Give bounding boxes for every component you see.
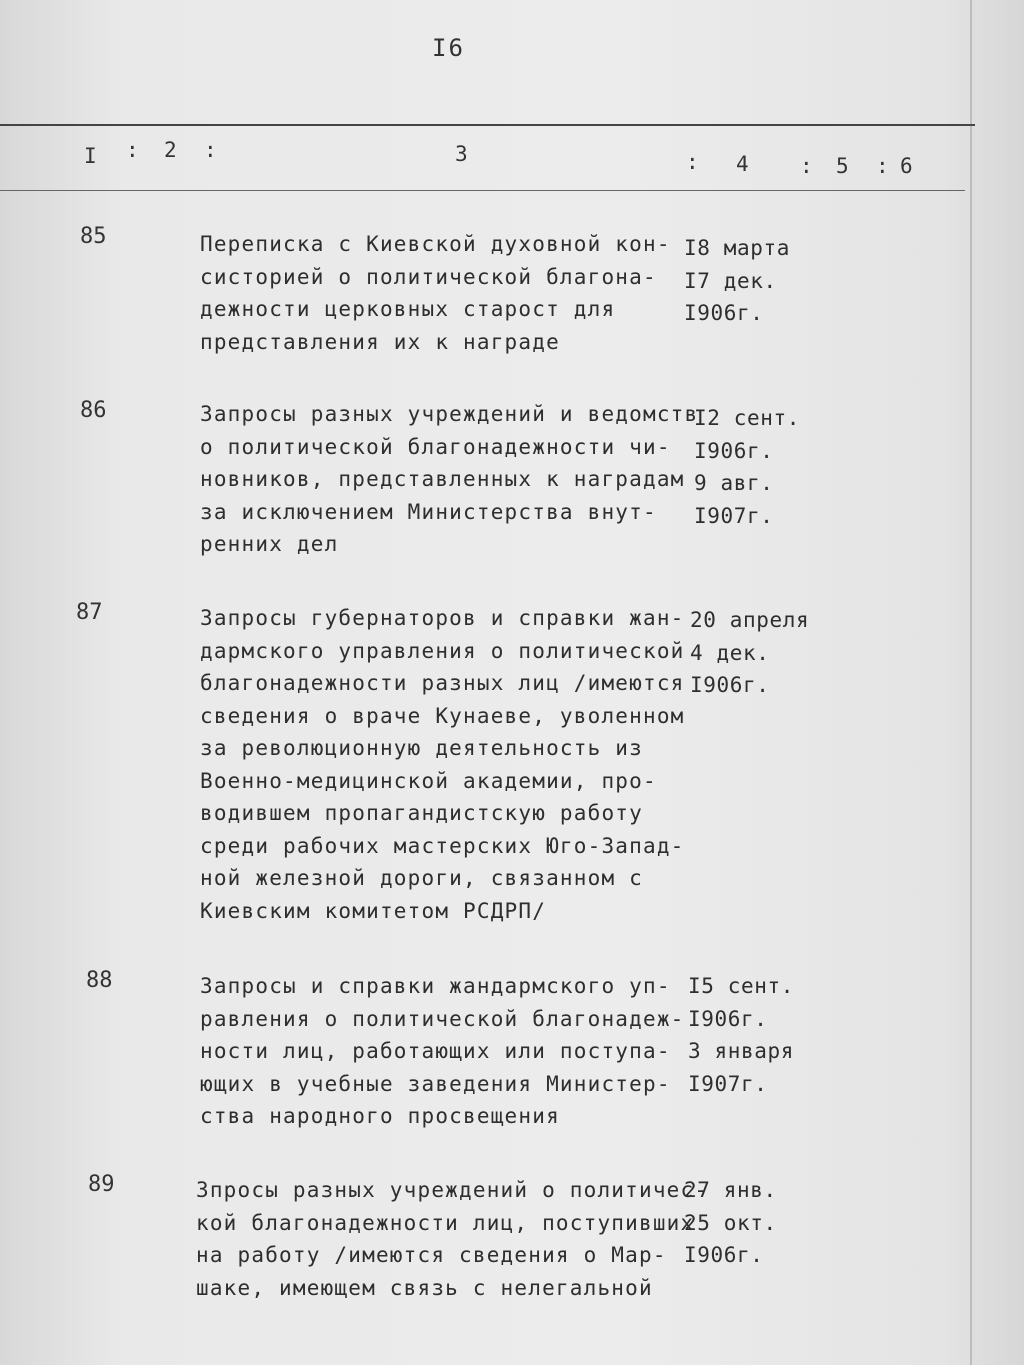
entry-description: Запросы губернаторов и справки жан- дармского управления о политической благонадежности разных лиц /имеются сведения о враче Кунаеве, уволенном за революционную деятельность из Военно-медицинской академии, про- водившем пропагандистскую работу среди рабочих мастерских Юго-Запад- ной железной дороги, связанном с Киевским комитетом РСДРП/ (200, 606, 685, 923)
entry-description: Зпросы разных учреждений о политичес- кой благонадежности лиц, поступивших на работу /имеются сведения о Мар- шаке, имеющем связь с нелегальной (196, 1178, 709, 1300)
header-rule-top (0, 124, 975, 126)
column-header: 3 (455, 142, 468, 166)
header-rule-bottom (0, 190, 965, 191)
column-separator: : (876, 154, 889, 178)
entry-dates: I5 сент. I906г. 3 января I907г. (688, 974, 794, 1096)
page-number: I6 (432, 34, 465, 62)
entry-dates: I2 сент. I906г. 9 авг. I907г. (694, 406, 800, 528)
column-header: 2 (164, 138, 177, 162)
entry-number: 89 (88, 1172, 115, 1197)
column-header: 5 (836, 154, 849, 178)
column-header: I (84, 144, 97, 168)
column-separator: : (126, 138, 139, 162)
column-header: 4 (736, 152, 749, 176)
column-headers (0, 138, 1000, 178)
entry-number: 88 (86, 968, 113, 993)
column-separator: : (800, 154, 813, 178)
entry-number: 87 (76, 600, 103, 625)
entry-description: Запросы разных учреждений и ведомств о политической благонадежности чи- новников, представленных к наградам за исключением Министерства внут- ренних дел (200, 402, 699, 556)
entry-description: Переписка с Киевской духовной кон- систорией о политической благона- дежности церковных старост для представления их к награде (200, 232, 671, 354)
entry-number: 85 (80, 224, 107, 249)
entry-number: 86 (80, 398, 107, 423)
entry-description: Запросы и справки жандармского уп- равления о политической благонадеж- ности лиц, работающих или поступа- ющих в учебные заведения Министер- ства народного просвещения (200, 974, 685, 1128)
entry-dates: 20 апреля 4 дек. I906г. (690, 608, 810, 697)
page-edge (970, 0, 972, 1365)
entry-dates: I8 марта I7 дек. I906г. (684, 236, 790, 325)
column-separator: : (204, 138, 217, 162)
column-separator: : (686, 150, 699, 174)
entry-dates: 27 янв. 25 окт. I906г. (684, 1178, 777, 1267)
column-header: 6 (900, 154, 913, 178)
